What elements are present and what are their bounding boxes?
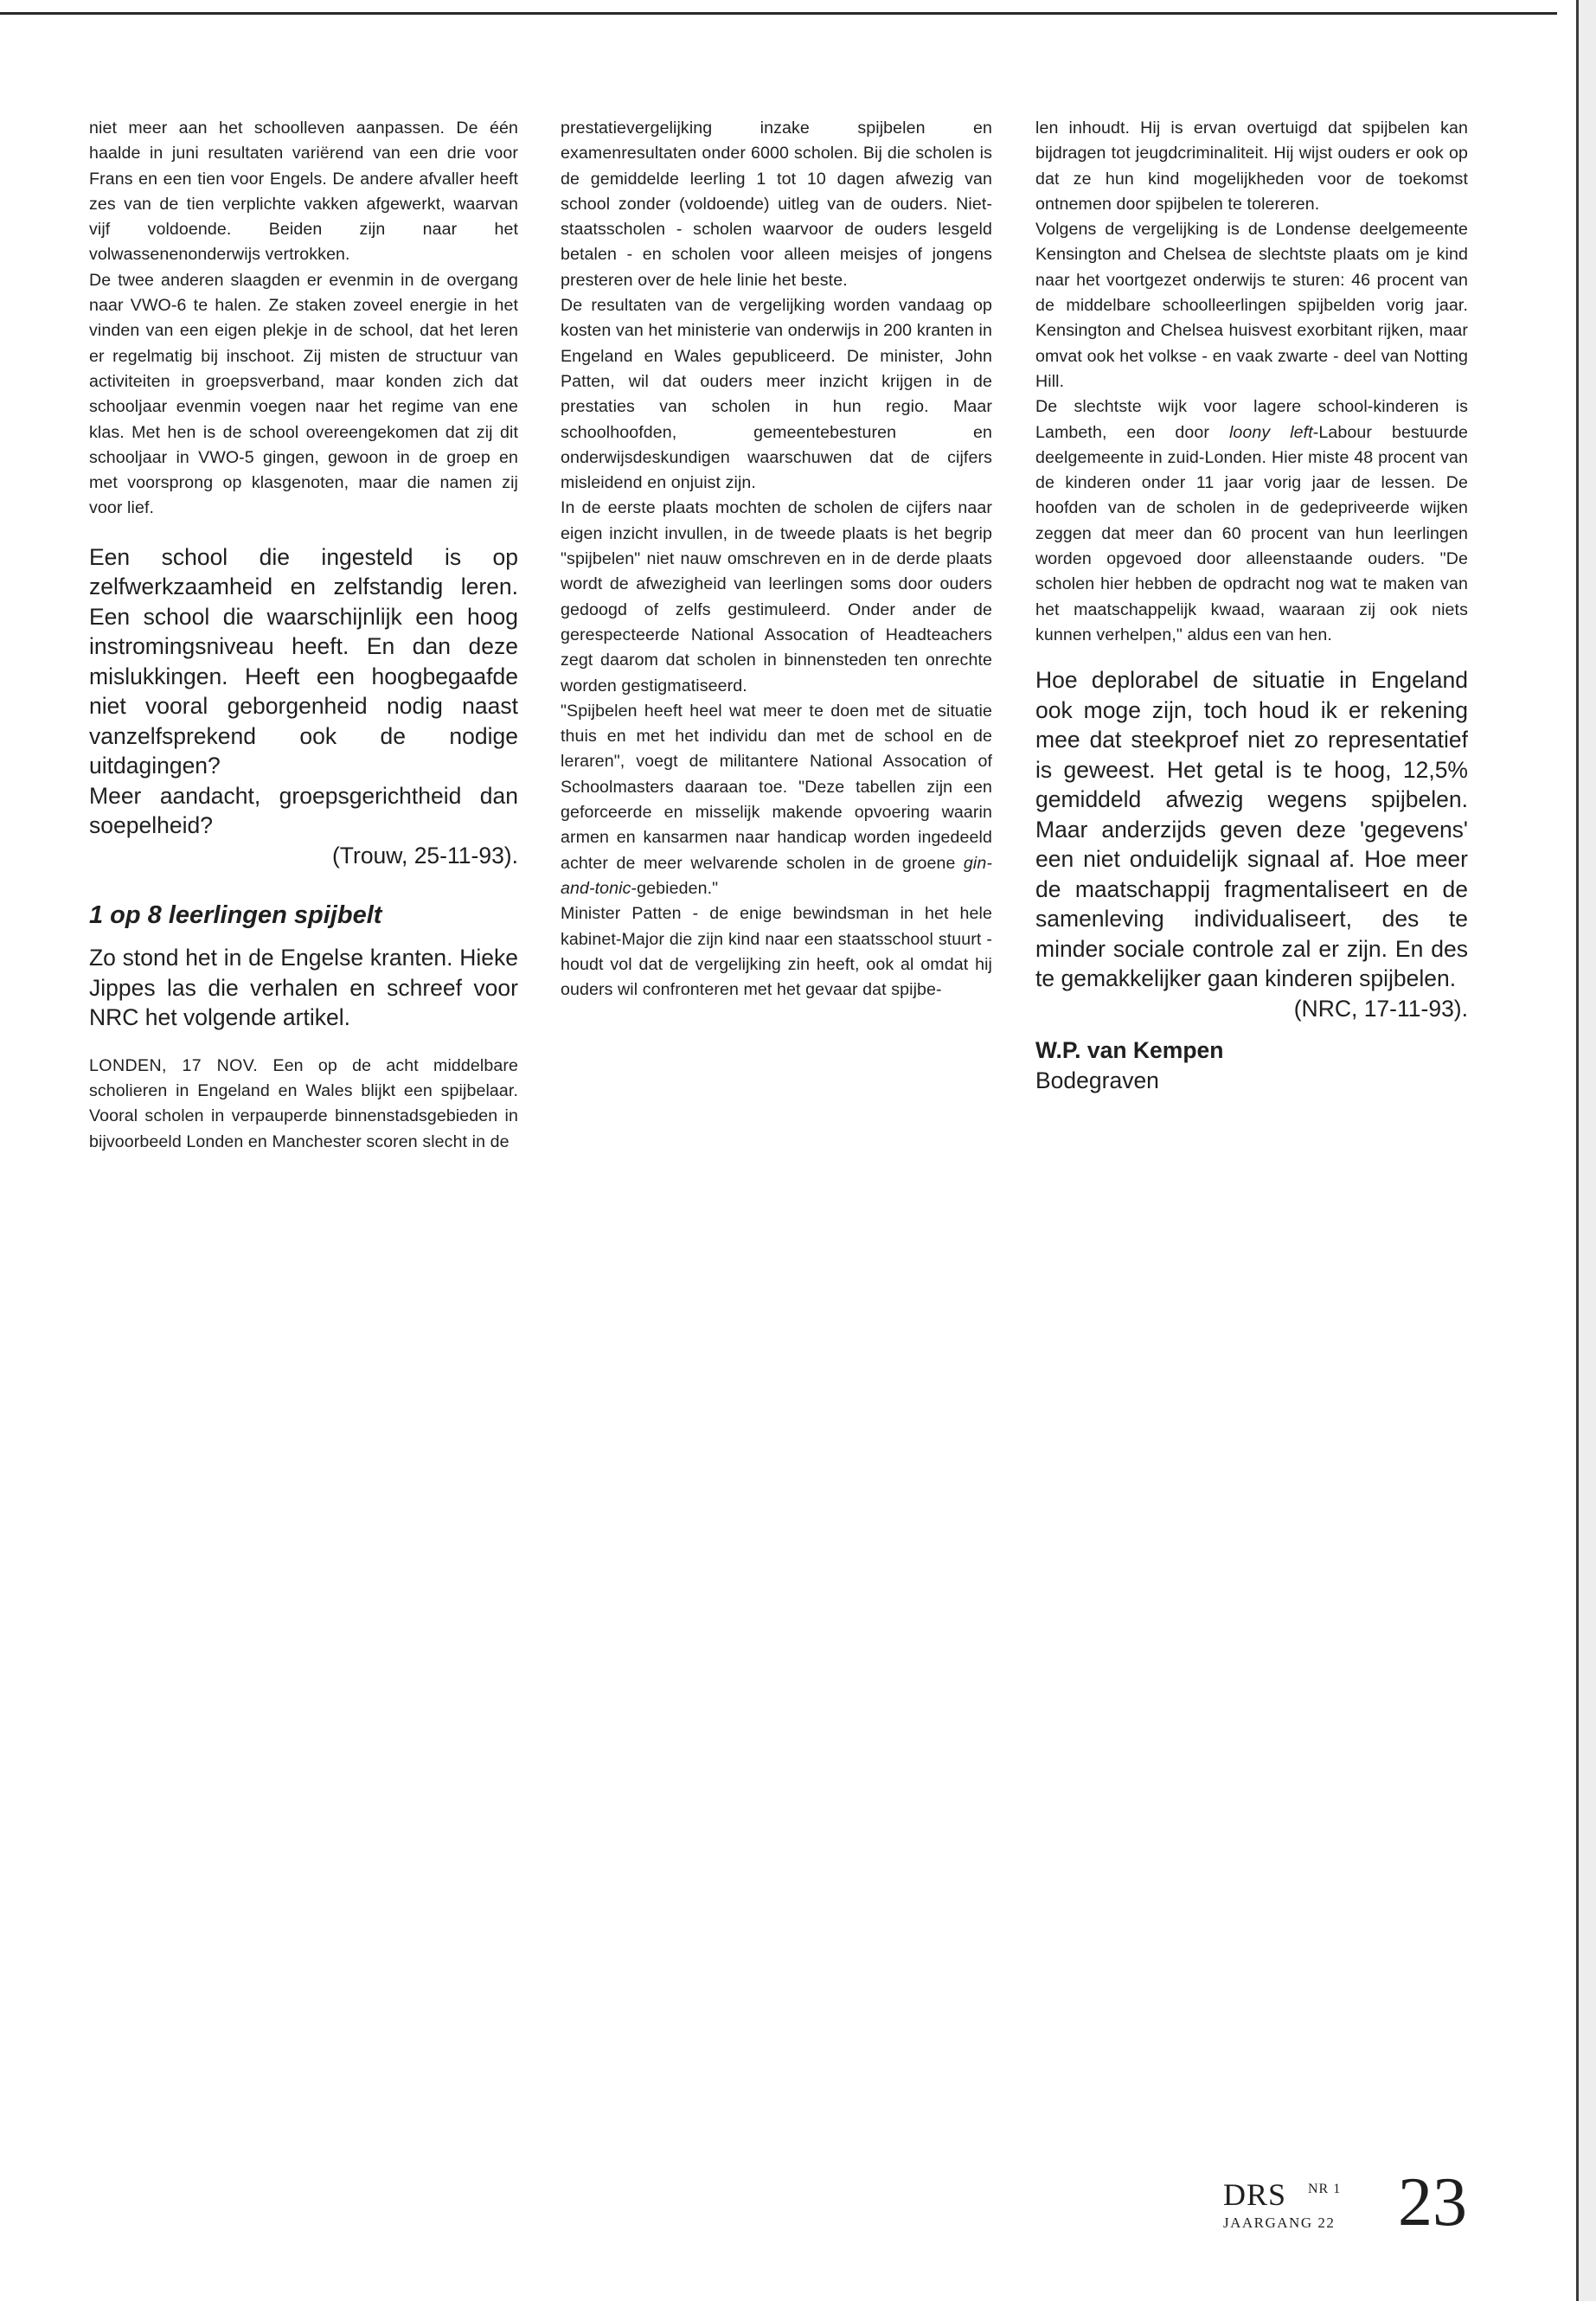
column-1: [89, 116, 518, 1155]
body-paragraph: prestatievergelijking inzake spijbelen en examenresultaten onder 6000 scholen. Bij die scholen is de gemiddelde leerling 1 tot 10 dagen afwezig van school zonder (voldoende) uitleg van de ouders. Niet-staatsscholen - scholen waarvoor de ouders lesgeld betalen - en scholen voor alleen meisjes of jongens presteren over de hele linie het beste.: [561, 119, 992, 290]
body-paragraph: De resultaten van de vergelijking worden vandaag op kosten van het ministerie van onderwijs in 200 kranten in Engeland en Wales gepubliceerd. De minister, John Patten, wil dat ouders meer inzicht krijgen in de prestaties van scholen in hun regio. Maar schoolhoofden, gemeentebesturen en onderwijsdeskundigen waarschuwen dat de cijfers misleidend en onjuist zijn.: [561, 296, 992, 493]
author-name: W.P. van Kempen: [1035, 1037, 1224, 1064]
commentary-paragraph: Meer aandacht, groepsgerichtheid dan soepelheid?: [89, 782, 518, 839]
body-paragraph: Minister Patten - de enige bewindsman in het hele kabinet-Major die zijn kind naar een staatsschool stuurt - houdt vol dat de vergelijking zin heeft, ook al omdat hij ouders wil confronteren met het gevaar dat spijbe-: [561, 904, 992, 1000]
commentary-paragraph: Hoe deplorabel de situatie in Engeland ook moge zijn, toch houd ik er rekening mee dat steekproef niet zo representatief is geweest. Het getal is te hoog, 12,5% gemiddeld afwezig wegens spijbelen. Maar anderzijds geven deze 'gegevens' een niet onduidelijk signaal af. Hoe meer de maatschappij fragmentaliseert en de samenleving individualiseert, des te minder sociale controle zal er zijn. En des te gemakkelijker gaan kinderen spijbelen.: [1035, 667, 1468, 992]
page-number: 23: [1398, 2164, 1467, 2240]
body-paragraph: LONDEN, 17 NOV. Een op de acht middelbare scholieren in Engeland en Wales blijkt een spijbelaar. Vooral scholen in verpauperde binnenstadsgebieden in bijvoorbeeld Londen en Manchester scoren slecht in de: [89, 1055, 518, 1151]
citation: (Trouw, 25-11-93).: [331, 842, 518, 868]
magazine-name: DRS: [1223, 2177, 1287, 2212]
volume-label: JAARGANG 22: [1223, 2214, 1336, 2231]
body-paragraph: niet meer aan het schoolleven aanpassen. De één haalde in juni resultaten variërend van een drie voor Frans en een tien voor Engels. De andere afvaller heeft zes van de tien verplichte vakken afgewerkt, waarvan vijf voldoende. Beiden zijn naar het volwassenenonderwijs vertrokken.: [89, 119, 518, 265]
commentary-paragraph: Een school die ingesteld is op zelfwerkzaamheid en zelfstandig leren. Een school die waarschijnlijk een hoog instromingsniveau heeft. En dan deze mislukkingen. Heeft een hoogbegaafde niet vooral geborgenheid nodig naast vanzelfsprekend ook de nodige uitdagingen?: [89, 543, 518, 779]
issue-number: NR 1: [1308, 2182, 1342, 2196]
dateline: LONDEN, 17 NOV.: [89, 1055, 259, 1075]
body-paragraph: "Spijbelen heeft heel wat meer te doen met de situatie thuis en met het individu dan met de school en de leraren", voegt de militantere National Assocation of Schoolmasters daaraan toe. "Deze tabellen zijn een geforceerde en misselijk makende opvoering waarin armen en kansarmen naar handicap worden ingedeeld achter de meer welvarende scholen in de groene gin-and-tonic-gebieden.": [561, 701, 992, 898]
column-3: [1035, 116, 1468, 1095]
intro-paragraph: Zo stond het in de Engelse kranten. Hieke Jippes las die verhalen en schreef voor NRC het volgende artikel.: [89, 945, 518, 1031]
page-edge: [1576, 0, 1596, 2301]
body-paragraph: Volgens de vergelijking is de Londense deelgemeente Kensington and Chelsea de slechtste plaats om je kind naar het voortgezet onderwijs te sturen: 46 procent van de middelbare schoolleerlingen spijbelden vorig jaar. Kensington and Chelsea huisvest exorbitant rijken, maar omvat ook het volkse - en vaak zwarte - deel van Notting Hill.: [1035, 220, 1468, 391]
article-heading: 1 op 8 leerlingen spijbelt: [89, 901, 382, 930]
citation: (NRC, 17-11-93).: [1293, 995, 1468, 1022]
author-location: Bodegraven: [1035, 1067, 1159, 1093]
top-border-line: [0, 12, 1557, 15]
body-paragraph: De twee anderen slaagden er evenmin in de overgang naar VWO-6 te halen. Ze staken zoveel energie in het vinden van een eigen plekje in de school, dat het leren er regelmatig bij inschoot. Zij misten de structuur van activiteiten in groepsverband, maar konden zich dat schooljaar evenmin voegen naar het regime van ene klas. Met hen is de school overeengekomen dat zij dit schooljaar in VWO-5 gingen, gewoon in de groep en met voorsprong op klasgenoten, maar die namen zij voor lief.: [89, 270, 518, 518]
column-2: [561, 116, 992, 1003]
body-paragraph: len inhoudt. Hij is ervan overtuigd dat spijbelen kan bijdragen tot jeugdcriminaliteit. Hij wijst ouders er ook op dat ze hun kind mogelijkheden voor de toekomst ontnemen door spijbelen te tolereren.: [1035, 119, 1468, 214]
body-paragraph: De slechtste wijk voor lagere school-kinderen is Lambeth, een door loony left-Labour bestuurde deelgemeente in zuid-Londen. Hier miste 48 procent van de kinderen onder 11 jaar vorig jaar de lessen. De hoofden van de scholen in de gedepriveerde wijken zeggen dat meer dan 60 procent van hun leerlingen worden opgevoed door alleenstaande ouders. "De scholen hier hebben de opdracht nog wat te maken van het maatschappelijk kwaad, waaraan zij ook niets kunnen verhelpen," aldus een van hen.: [1035, 397, 1468, 644]
body-paragraph: In de eerste plaats mochten de scholen de cijfers naar eigen inzicht invullen, in de tweede plaats is het begrip "spijbelen" niet nauw omschreven en in de derde plaats wordt de afwezigheid van leerlingen soms door ouders gedoogd of zelfs gestimuleerd. Onder ander de gerespecteerde National Assocation of Headteachers zegt daarom dat scholen in binnensteden ten onrechte worden gestigmatiseerd.: [561, 498, 992, 695]
page-footer: [1223, 2164, 1474, 2247]
